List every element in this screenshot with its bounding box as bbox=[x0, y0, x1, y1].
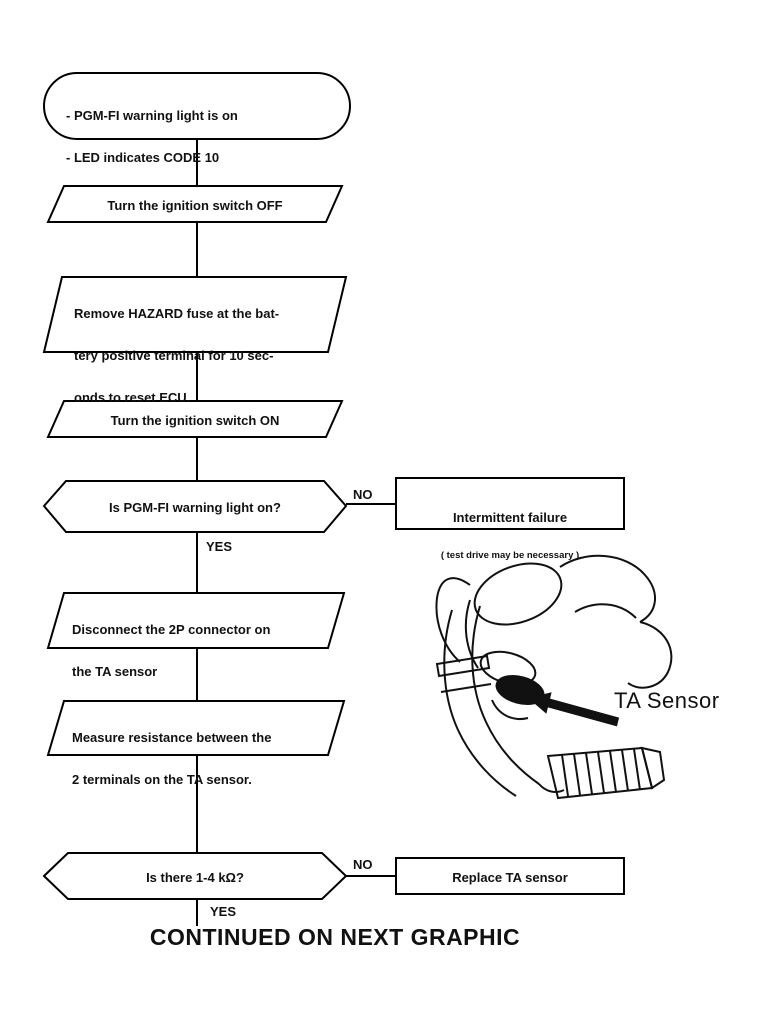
branch-no-2: NO bbox=[353, 857, 373, 872]
decision-warning-light-label: Is PGM-FI warning light on? bbox=[109, 500, 281, 515]
outcome-intermittent-text bbox=[396, 486, 624, 583]
step-remove-fuse-label bbox=[74, 282, 336, 429]
remove-fuse-line-2: tery positive terminal for 10 sec- bbox=[74, 348, 274, 363]
measure-line-2: 2 terminals on the TA sensor. bbox=[72, 772, 252, 787]
step-disconnect-label bbox=[72, 598, 334, 703]
branch-yes-2: YES bbox=[210, 904, 237, 919]
ta-sensor-illustration bbox=[436, 552, 671, 798]
outcome-replace-label: Replace TA sensor bbox=[452, 870, 568, 885]
measure-line-1: Measure resistance between the bbox=[72, 730, 272, 745]
start-line-2: - LED indicates CODE 10 bbox=[66, 150, 220, 165]
start-line-1: - PGM-FI warning light is on bbox=[66, 108, 238, 123]
branch-yes-1: YES bbox=[206, 539, 233, 554]
disconnect-line-1: Disconnect the 2P connector on bbox=[72, 622, 271, 637]
step-ignition-on-label: Turn the ignition switch ON bbox=[110, 413, 280, 428]
start-node-text bbox=[66, 84, 346, 189]
step-ignition-off-label: Turn the ignition switch OFF bbox=[107, 198, 283, 213]
footer-continued-text: CONTINUED ON NEXT GRAPHIC bbox=[149, 924, 521, 950]
ta-sensor-callout-label: TA Sensor bbox=[614, 688, 720, 713]
remove-fuse-line-1: Remove HAZARD fuse at the bat- bbox=[74, 306, 280, 321]
remove-fuse-line-3: onds to reset ECU. bbox=[74, 390, 191, 405]
ta-sensor-arrow bbox=[528, 692, 619, 726]
disconnect-line-2: the TA sensor bbox=[72, 664, 158, 679]
intermittent-line-2: ( test drive may be necessary ) bbox=[440, 550, 580, 561]
decision-resistance-label: Is there 1-4 kΩ? bbox=[146, 870, 244, 885]
branch-no-1: NO bbox=[353, 487, 373, 502]
intermittent-line-1: Intermittent failure bbox=[452, 510, 568, 525]
step-measure-label bbox=[72, 706, 334, 811]
